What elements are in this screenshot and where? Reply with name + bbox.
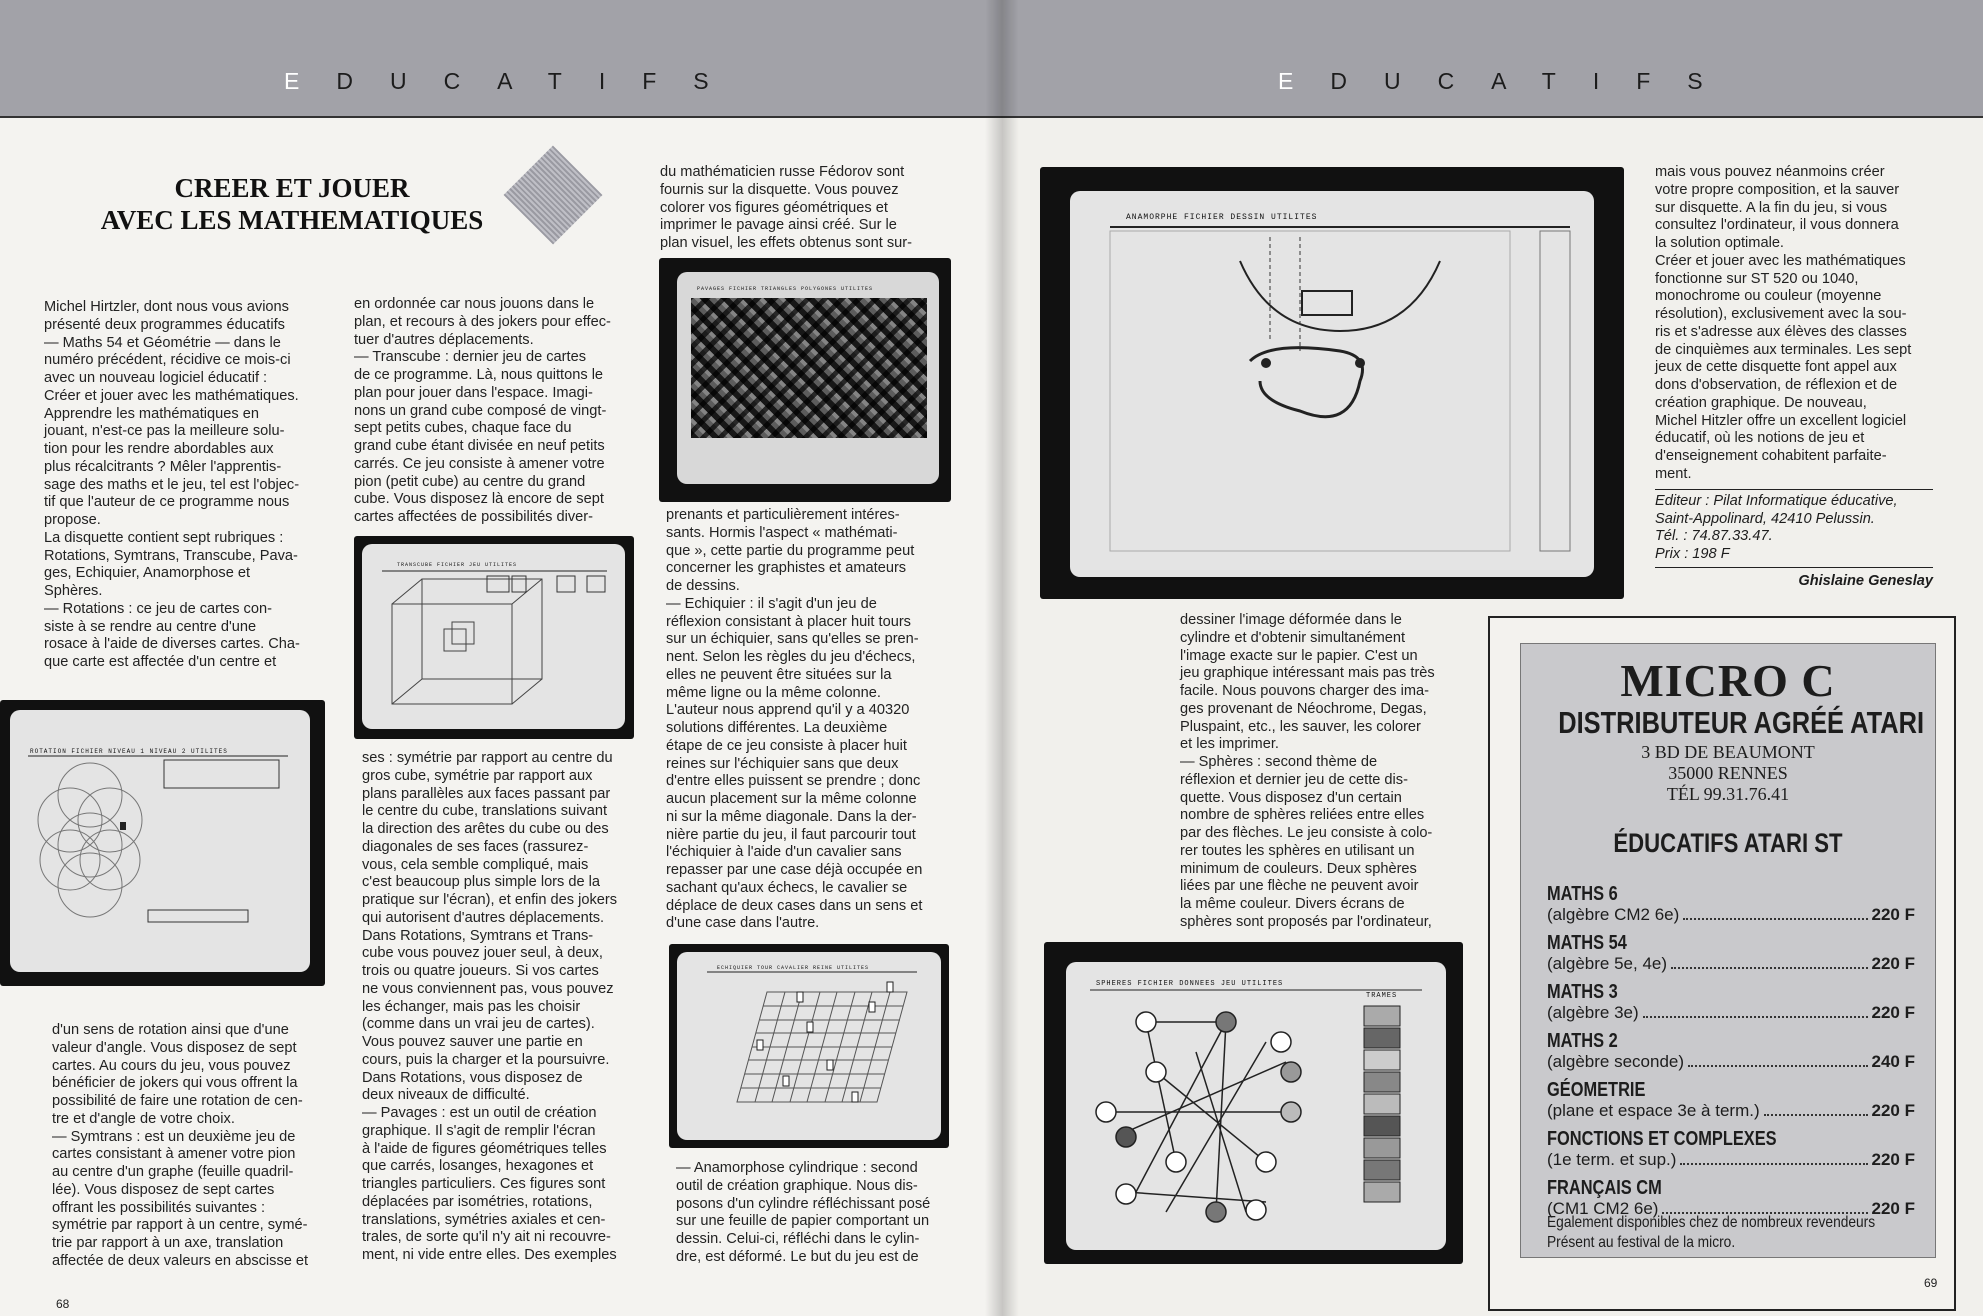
text-line: trales, de sorte qu'il n'y ait ni recouvre- xyxy=(362,1229,611,1246)
text-line: mais vous pouvez néanmoins créer xyxy=(1655,164,1885,180)
screen-transcube xyxy=(362,544,625,729)
text-line: plan, et recours à des jokers pour effec- xyxy=(354,313,611,330)
text-line: bénéficier de jokers qui vous offrent la xyxy=(52,1075,298,1092)
text-line: symétrie par rapport à un centre, symé- xyxy=(52,1217,308,1234)
text-line: sachant qu'aux échecs, le cavalier se xyxy=(666,879,908,896)
text-line: diagonales de ses faces (rassurez- xyxy=(362,838,589,855)
screenshot-echiquier xyxy=(669,944,949,1148)
ad-product-desc: (algèbre seconde) xyxy=(1547,1052,1685,1071)
text-line: dessin. Celui-ci, réfléchi dans le cylin- xyxy=(676,1231,920,1247)
text-line: dons d'observation, de réflexion et de xyxy=(1655,377,1898,393)
text-line: sphères sont proposés par l'ordinateur, xyxy=(1180,913,1432,930)
text-line: plus récalcitrants ? Mêler l'apprentis- xyxy=(44,458,282,475)
transcube-cube-drawing xyxy=(362,544,625,729)
text-line: cours, puis la charger et la poursuivre. xyxy=(362,1051,610,1068)
text-line: sur un échiquier, sans qu'elles se pren- xyxy=(666,631,919,648)
editor-line-3: Tél. : 74.87.33.47. xyxy=(1655,528,1773,544)
text-line: fonctionne sur ST 520 ou 1040, xyxy=(1655,270,1859,287)
text-line: ris et s'adresse aux élèves des classes xyxy=(1655,323,1907,340)
text-line: ment, ni vide entre elles. Des exemples xyxy=(362,1247,617,1263)
text-line: Créer et jouer avec les mathématiques. xyxy=(44,387,299,404)
editor-rule-bottom xyxy=(1655,567,1933,568)
text-line: ges provenant de Néochrome, Degas, xyxy=(1180,700,1427,717)
text-line: les échanger, mais pas les choisir xyxy=(362,998,581,1015)
text-line: liées par une flèche ne peuvent avoir xyxy=(1180,878,1419,895)
text-line: trois ou quatre joueurs. Si vos cartes xyxy=(362,963,599,979)
text-line: déplace de deux cases dans un sens et xyxy=(666,897,923,914)
column-1-top xyxy=(44,299,324,672)
column-2-top xyxy=(354,296,628,527)
text-line: imprimer le pavage ainsi créé. Sur le xyxy=(660,217,897,234)
text-line: étape de ce jeu consiste à placer huit xyxy=(666,737,907,754)
column-2-bottom xyxy=(362,750,640,1265)
text-line: sage des maths et le jeu, tel est l'objec- xyxy=(44,476,300,493)
text-line: la même couleur. Divers écrans de xyxy=(1180,896,1405,912)
text-line: sants. Hormis l'aspect « mathémati- xyxy=(666,524,898,541)
section-header-right-initial: E xyxy=(1278,68,1331,94)
text-line: Apprendre les mathématiques en xyxy=(44,405,259,422)
text-line: éducatif, où les notions de jeu et xyxy=(1655,430,1865,447)
ad-product-name: FRANÇAIS CM xyxy=(1547,1177,1662,1199)
ad-product-price: 220 F xyxy=(1871,905,1915,924)
text-line: nombre de sphères reliées entre elles xyxy=(1180,807,1425,824)
ad-footer-1: Egalement disponibles chez de nombreux revendeurs xyxy=(1547,1214,1876,1231)
ad-product xyxy=(1547,982,1915,1023)
editor-line-1: Editeur : Pilat Informatique éducative, xyxy=(1655,493,1898,509)
column-4 xyxy=(1180,612,1456,932)
article-title-line-1: CREER ET JOUER xyxy=(174,173,410,203)
text-line: monochrome ou couleur (moyenne xyxy=(1655,288,1882,305)
text-line: L'auteur nous apprend qu'il y a 40320 xyxy=(666,702,910,719)
text-line: Sphères. xyxy=(44,583,103,599)
text-line: rosace à l'aide de diverses cartes. Cha- xyxy=(44,636,300,653)
screen-anamorphose xyxy=(1070,191,1594,577)
text-line: cartes affectées de possibilités diver- xyxy=(354,509,594,525)
screenshot-transcube xyxy=(354,536,634,739)
text-line: avec un nouveau logiciel éducatif : xyxy=(44,370,268,386)
column-3-top xyxy=(660,164,938,253)
text-line: affectée de deux valeurs en abscisse et xyxy=(52,1252,309,1269)
section-header-right xyxy=(1278,68,1740,95)
ad-product xyxy=(1547,1031,1915,1072)
screen-menu-pavages: PAVAGES FICHIER TRIANGLES POLYGONES UTILITES xyxy=(697,286,874,292)
text-line: du mathématicien russe Fédorov sont xyxy=(660,164,905,180)
text-line: minimum de couleurs. Deux sphères xyxy=(1180,860,1417,877)
text-line: sept petits cubes, chaque face du xyxy=(354,420,572,437)
text-line: colorer vos figures géométriques et xyxy=(660,199,888,216)
screen-menu-transcube: TRANSCUBE FICHIER JEU UTILITES xyxy=(397,562,518,568)
ad-address-2: 35000 RENNES xyxy=(1668,763,1788,783)
text-line: tuer d'autres déplacements. xyxy=(354,331,534,348)
text-line: nière partie du jeu, il faut parcourir tout xyxy=(666,826,916,843)
text-line: triangles particuliers. Ces figures sont xyxy=(362,1176,606,1192)
text-line: et les imprimer. xyxy=(1180,736,1279,753)
ad-product-desc: (1e term. et sup.) xyxy=(1547,1150,1677,1169)
ad-product-line xyxy=(1547,1101,1915,1121)
screen-echiquier xyxy=(677,952,941,1140)
text-line: Dans Rotations, Symtrans et Trans- xyxy=(362,927,594,944)
ad-product-name: MATHS 2 xyxy=(1547,1030,1618,1052)
ad-heading: ÉDUCATIFS ATARI ST xyxy=(1613,828,1843,858)
ad-product-price: 220 F xyxy=(1871,1003,1915,1022)
text-line: d'un sens de rotation ainsi que d'une xyxy=(52,1022,289,1038)
ad-product xyxy=(1547,1178,1915,1219)
ad-product-price: 220 F xyxy=(1871,954,1915,973)
text-line: le centre du cube, translations suivant xyxy=(362,803,607,820)
ad-product-name: MATHS 6 xyxy=(1547,883,1618,905)
text-line: vous, cela semble compliqué, mais xyxy=(362,856,589,873)
ad-footer-2: Présent au festival de la micro. xyxy=(1547,1234,1736,1251)
ad-telephone: TÉL 99.31.76.41 xyxy=(1666,784,1790,804)
text-line: d'entre elles puissent se prendre ; donc xyxy=(666,773,921,790)
text-line: réflexion et dernier jeu de cette dis- xyxy=(1180,771,1408,788)
ad-product-line xyxy=(1547,905,1915,925)
editor-rule-top xyxy=(1655,489,1933,490)
ad-product-desc: (algèbre CM2 6e) xyxy=(1547,905,1680,924)
section-header-right-rest: DUCATIFS xyxy=(1330,68,1740,94)
rotation-rosace-drawing xyxy=(10,710,310,972)
text-line: d'enseignement cohabitent parfaite- xyxy=(1655,448,1887,464)
text-line: nons un grand cube composé de vingt- xyxy=(354,402,607,419)
text-line: dre, est déformé. Le but du jeu est de xyxy=(676,1248,919,1265)
text-line: au centre d'un graphe (feuille quadril- xyxy=(52,1164,294,1180)
screen-menu-anamorphose: ANAMORPHE FICHIER DESSIN UTILITES xyxy=(1126,213,1318,222)
text-line: réflexion consistant à placer huit tours xyxy=(666,613,911,630)
text-line: offrant les possibilités suivantes : xyxy=(52,1199,266,1216)
text-line: possibilité de faire une rotation de cen- xyxy=(52,1093,303,1109)
screenshot-pavages xyxy=(659,258,951,502)
text-line: concerner les graphistes et amateurs xyxy=(666,560,907,577)
text-line: dessiner l'image déformée dans le xyxy=(1180,612,1402,628)
ad-product xyxy=(1547,933,1915,974)
ad-product-name: FONCTIONS ET COMPLEXES xyxy=(1547,1128,1777,1150)
text-line: — Rotations : ce jeu de cartes con- xyxy=(44,600,272,617)
section-header-initial: E xyxy=(284,68,337,94)
ad-product-price: 220 F xyxy=(1871,1150,1915,1169)
text-line: de dessins. xyxy=(666,578,740,594)
text-line: aucun placement sur la même colonne xyxy=(666,791,917,807)
header-band-right xyxy=(1002,0,1983,116)
spheres-graph-drawing xyxy=(1066,962,1446,1250)
text-line: grand cube étant divisée en neuf petits xyxy=(354,438,605,454)
section-header xyxy=(284,68,746,95)
text-line: l'image exacte sur le papier. C'est un xyxy=(1180,647,1418,664)
ad-leader-dots xyxy=(1680,1150,1867,1165)
ad-subtitle: DISTRIBUTEUR AGRÉÉ ATARI xyxy=(1558,705,1925,740)
text-line: fournis sur la disquette. Vous pouvez xyxy=(660,181,899,198)
text-line: résolution), exclusivement avec la sou- xyxy=(1655,306,1907,322)
text-line: sur disquette. A la fin du jeu, si vous xyxy=(1655,199,1888,216)
text-line: solutions différentes. La deuxième xyxy=(666,720,888,736)
article-title xyxy=(62,172,522,236)
text-line: tion pour les rendre abordables aux xyxy=(44,441,274,457)
ad-leader-dots xyxy=(1688,1052,1867,1067)
header-band xyxy=(0,0,1002,116)
text-line: deux niveaux de difficulté. xyxy=(362,1087,530,1104)
text-line: valeur d'angle. Vous disposez de sept xyxy=(52,1039,297,1056)
text-line: que carrés, losanges, hexagones et xyxy=(362,1158,594,1175)
ad-product xyxy=(1547,1129,1915,1170)
text-line: jouant, n'est-ce pas la meilleure solu- xyxy=(44,423,285,440)
text-line: Michel Hirtzler, dont nous vous avions xyxy=(44,299,289,315)
header-rule xyxy=(0,116,1002,118)
text-line: déplacées par isométries, rotations, xyxy=(362,1193,593,1210)
page-number-left: 68 xyxy=(56,1297,70,1311)
text-line: elles ne peuvent être situées sur la xyxy=(666,666,892,683)
text-line: gros cube, symétrie par rapport aux xyxy=(362,767,593,784)
pavages-tiling-pattern xyxy=(691,298,927,438)
text-line: — Transcube : dernier jeu de cartes xyxy=(354,349,586,366)
editor-info xyxy=(1655,493,1933,563)
ad-address-1: 3 BD DE BEAUMONT xyxy=(1641,742,1815,762)
ad-product-name: MATHS 54 xyxy=(1547,932,1627,954)
ad-leader-dots xyxy=(1764,1101,1868,1116)
text-line: ment. xyxy=(1655,465,1692,482)
column-1-bottom xyxy=(52,1022,330,1271)
text-line: par des flèches. Le jeu consiste à colo- xyxy=(1180,825,1433,841)
text-line: la direction des arêtes du cube ou des xyxy=(362,821,609,837)
text-line: que », cette partie du programme peut xyxy=(666,542,915,559)
ad-product-desc: (algèbre 3e) xyxy=(1547,1003,1639,1022)
screenshot-spheres xyxy=(1044,942,1463,1264)
page-number-right: 69 xyxy=(1924,1276,1938,1290)
text-line: facile. Nous pouvons charger des ima- xyxy=(1180,683,1430,699)
advertisement-micro-c xyxy=(1520,643,1936,1258)
text-line: jeux de cette disquette font appel aux xyxy=(1655,359,1897,376)
text-line: ges, Echiquier, Anamorphose et xyxy=(44,565,251,582)
ad-product-line xyxy=(1547,1052,1915,1072)
ad-product-desc: (plane et espace 3e à term.) xyxy=(1547,1101,1760,1120)
ad-product-price: 220 F xyxy=(1871,1199,1915,1218)
ad-leader-dots xyxy=(1643,1003,1868,1018)
text-line: plans parallèles aux faces passant par xyxy=(362,785,611,802)
text-line: outil de création graphique. Nous dis- xyxy=(676,1177,918,1194)
text-line: translations, symétries axiales et cen- xyxy=(362,1211,606,1228)
text-line: pion (petit cube) au centre du grand xyxy=(354,473,586,490)
ad-product-line xyxy=(1547,1150,1915,1170)
text-line: quette. Vous disposez d'un certain xyxy=(1180,789,1402,806)
text-line: cube vous pouvez jouer seul, à deux, xyxy=(362,945,603,962)
text-line: c'est beaucoup plus simple lors de la xyxy=(362,874,601,891)
text-line: même ligne ou la même colonne. xyxy=(666,684,881,701)
text-line: La disquette contient sept rubriques : xyxy=(44,529,284,546)
screen-menu-echiquier: ECHIQUIER TOUR CAVALIER REINE UTILITES xyxy=(717,965,870,971)
article-title-line-2: AVEC LES MATHEMATIQUES xyxy=(100,205,484,235)
screenshot-rotations xyxy=(0,700,325,986)
text-line: cylindre et d'obtenir simultanément xyxy=(1180,629,1406,646)
anamorphose-drawing xyxy=(1070,191,1594,577)
text-line: à l'aide de figures géométriques telles xyxy=(362,1140,607,1157)
text-line: de cinquièmes aux terminales. Les sept xyxy=(1655,341,1912,358)
text-line: que carte est affectée d'un centre et xyxy=(44,654,277,670)
screen-rotations xyxy=(10,710,310,972)
text-line: ni sur la même diagonale. Dans la der- xyxy=(666,808,917,825)
text-line: cube. Vous disposez là encore de sept xyxy=(354,491,604,508)
text-line: rer toutes les sphères en utilisant un xyxy=(1180,842,1415,859)
text-line: l'échiquier à l'aide d'un cavalier sans xyxy=(666,844,902,861)
text-line: — Anamorphose cylindrique : second xyxy=(676,1160,918,1176)
text-line: trie par rapport à un axe, translation xyxy=(52,1235,284,1251)
text-line: en ordonnée car nous jouons dans le xyxy=(354,296,595,312)
ad-product-line xyxy=(1547,1003,1915,1023)
ad-leader-dots xyxy=(1662,1199,1867,1214)
column-3-middle xyxy=(666,507,944,933)
screen-menu-rotations: ROTATION FICHIER NIVEAU 1 NIVEAU 2 UTILITES xyxy=(30,748,228,755)
text-line: — Maths 54 et Géométrie — dans le xyxy=(44,334,281,351)
text-line: — Sphères : second thème de xyxy=(1180,754,1378,770)
screen-menu-spheres: SPHERES FICHIER DONNEES JEU UTILITES xyxy=(1096,980,1284,988)
text-line: lée). Vous disposez de sept cartes xyxy=(52,1181,275,1198)
text-line: (comme dans un vrai jeu de cartes). xyxy=(362,1016,595,1033)
text-line: — Echiquier : il s'agit d'un jeu de xyxy=(666,595,877,612)
text-line: présenté deux programmes éducatifs xyxy=(44,316,285,333)
text-line: Pluspaint, etc., les sauver, les colorer xyxy=(1180,718,1421,735)
ad-product xyxy=(1547,1080,1915,1121)
text-line: repasser par une case déjà occupée en xyxy=(666,862,923,878)
echiquier-board-drawing xyxy=(677,952,941,1140)
text-line: siste à se rendre au centre d'une xyxy=(44,618,257,635)
text-line: tif que l'auteur de ce programme nous xyxy=(44,494,290,511)
text-line: jeu graphique intéressant mais pas très xyxy=(1180,665,1435,682)
text-line: la solution optimale. xyxy=(1655,235,1784,251)
text-line: numéro précédent, récidive ce mois-ci xyxy=(44,352,291,369)
text-line: création graphique. De nouveau, xyxy=(1655,394,1867,411)
screenshot-anamorphose xyxy=(1040,167,1624,599)
text-line: Rotations, Symtrans, Transcube, Pava- xyxy=(44,547,298,564)
text-line: — Pavages : est un outil de création xyxy=(362,1105,597,1121)
ad-product-price: 240 F xyxy=(1871,1052,1915,1071)
ad-product-desc: (algèbre 5e, 4e) xyxy=(1547,954,1668,973)
text-line: cartes consistant à amener votre pion xyxy=(52,1146,296,1163)
author-signature: Ghislaine Geneslay xyxy=(1798,573,1933,589)
text-line: posons d'un cylindre réfléchissant posé xyxy=(676,1195,931,1212)
text-line: tre et d'angle de votre choix. xyxy=(52,1110,235,1127)
text-line: graphique. Il s'agit de remplir l'écran xyxy=(362,1122,596,1139)
ad-leader-dots xyxy=(1671,954,1867,969)
ad-product-name: MATHS 3 xyxy=(1547,981,1618,1003)
text-line: cartes. Au cours du jeu, vous pouvez xyxy=(52,1057,291,1074)
editor-line-4: Prix : 198 F xyxy=(1655,545,1730,562)
text-line: nent. Selon les règles du jeu d'échecs, xyxy=(666,649,916,665)
ad-product-name: GÉOMETRIE xyxy=(1547,1079,1646,1101)
column-3-bottom xyxy=(676,1160,950,1267)
text-line: pratique sur l'écran), et enfin des jokers xyxy=(362,892,618,908)
text-line: prenants et particulièrement intéres- xyxy=(666,507,900,523)
text-line: qui autorisent d'autres déplacements. xyxy=(362,909,605,926)
text-line: — Symtrans : est un deuxième jeu de xyxy=(52,1128,296,1145)
text-line: reines sur l'échiquier sans que deux xyxy=(666,755,899,772)
text-line: Créer et jouer avec les mathématiques xyxy=(1655,252,1906,269)
text-line: Dans Rotations, vous disposez de xyxy=(362,1069,583,1086)
text-line: propose. xyxy=(44,512,101,528)
header-rule-right xyxy=(1002,116,1983,118)
screen-pavages xyxy=(677,272,939,484)
text-line: carrés. Ce jeu consiste à amener votre xyxy=(354,455,605,472)
ad-leader-dots xyxy=(1683,905,1867,920)
column-5 xyxy=(1655,164,1933,484)
ad-product-price: 220 F xyxy=(1871,1101,1915,1120)
ad-product xyxy=(1547,884,1915,925)
text-line: consultez l'ordinateur, il vous donnera xyxy=(1655,217,1899,234)
ad-brand: MICRO C xyxy=(1620,655,1836,706)
screen-label-trames: TRAMES xyxy=(1366,992,1398,1000)
text-line: ses : symétrie par rapport au centre du xyxy=(362,750,613,766)
text-line: plan pour jouer dans l'espace. Imagi- xyxy=(354,384,593,401)
ad-product-line xyxy=(1547,954,1915,974)
text-line: Vous pouvez sauver une partie en xyxy=(362,1034,583,1050)
text-line: d'une case dans l'autre. xyxy=(666,915,820,932)
editor-line-2: Saint-Appolinard, 42410 Pelussin. xyxy=(1655,510,1875,527)
text-line: de ce programme. Là, nous quittons le xyxy=(354,367,604,383)
text-line: votre propre composition, et la sauver xyxy=(1655,181,1900,198)
screen-spheres xyxy=(1066,962,1446,1250)
text-line: sur une feuille de papier comportant un xyxy=(676,1213,930,1230)
text-line: Michel Hitzler offre un excellent logiciel xyxy=(1655,412,1907,429)
ad-product-desc: (CM1 CM2 6e) xyxy=(1547,1199,1659,1218)
text-line: ne vous conviennent pas, vous pouvez xyxy=(362,980,614,997)
text-line: plan visuel, les effets obtenus sont sur- xyxy=(660,235,913,251)
section-header-rest: DUCATIFS xyxy=(336,68,746,94)
